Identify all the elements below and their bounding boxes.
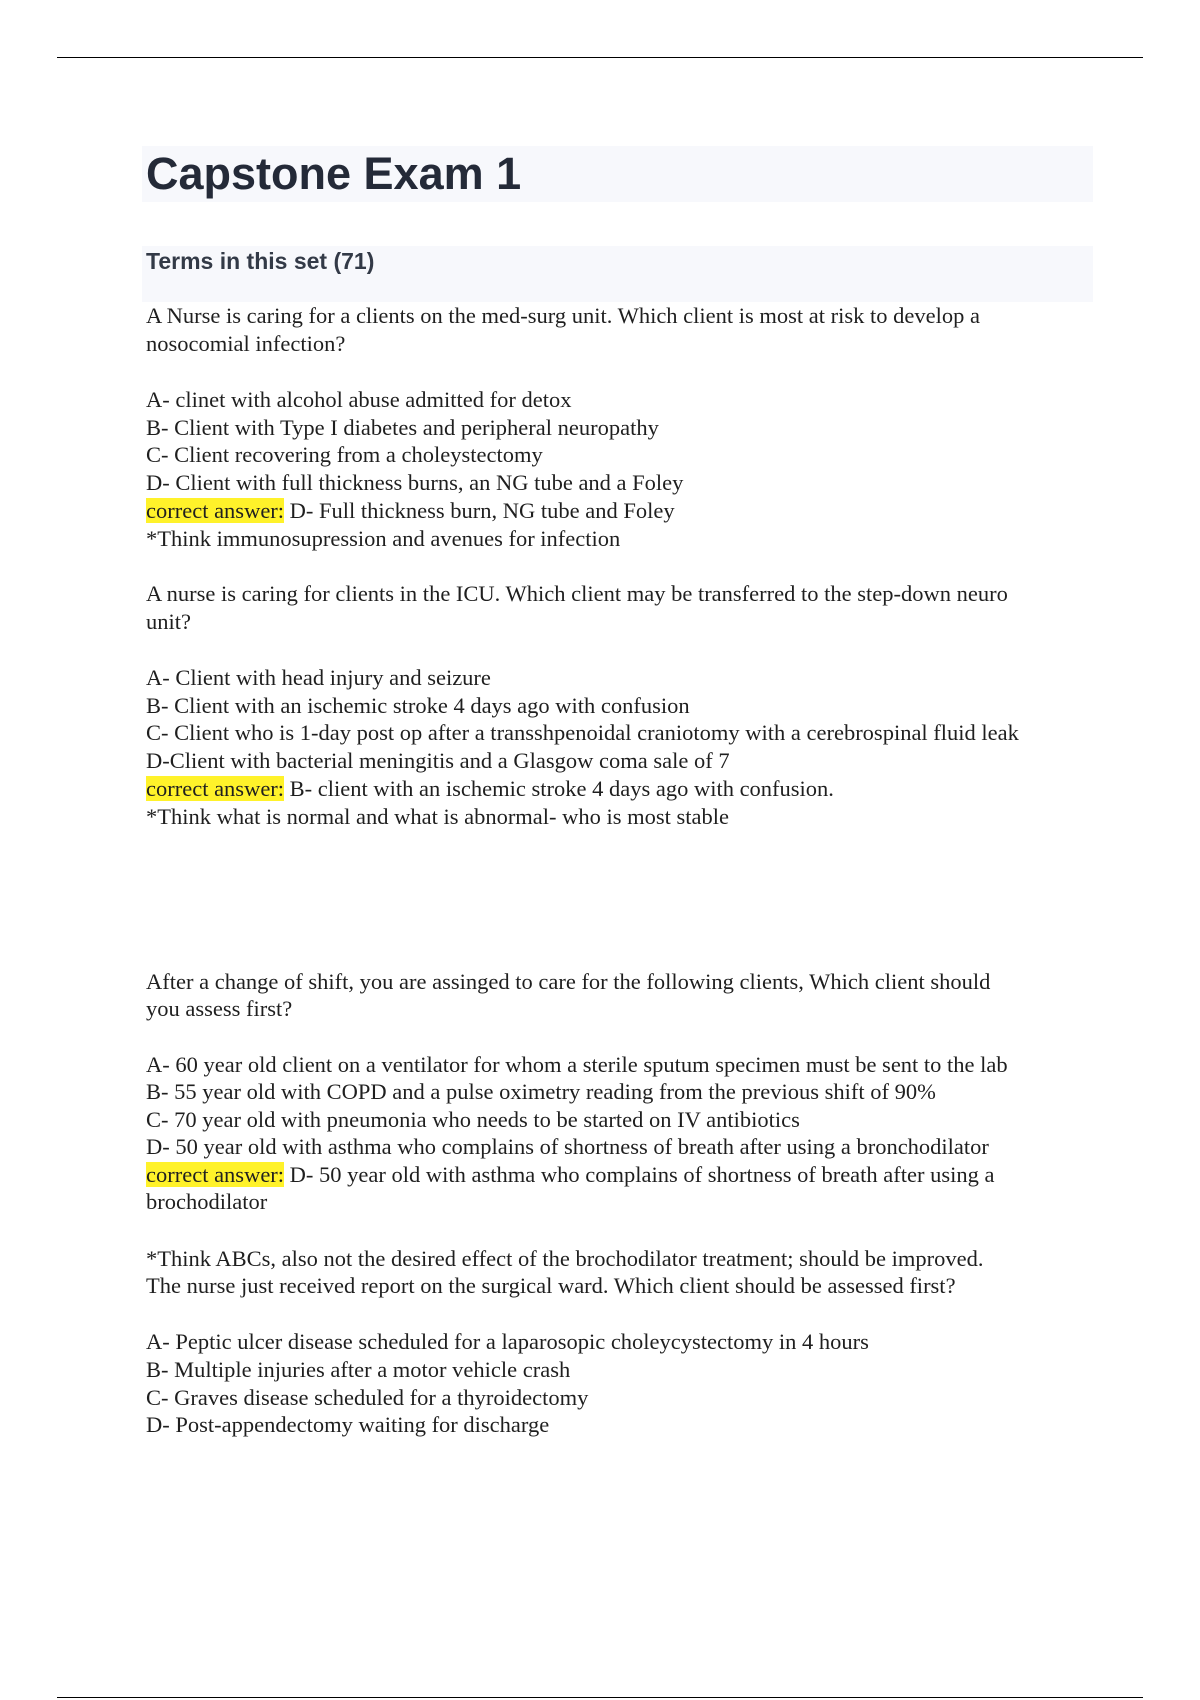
question-3-option-c: C- 70 year old with pneumonia who needs to be started on IV antibiotics	[146, 1107, 800, 1132]
question-1-prompt-line-2: nosocomial infection?	[146, 331, 346, 356]
question-3-note: *Think ABCs, also not the desired effect of the brochodilator treatment; should be improved.	[146, 1246, 984, 1271]
correct-answer-label: correct answer:	[146, 776, 285, 801]
question-3-answer-line-1	[146, 1161, 995, 1189]
question-3-answer-line-2: brochodilator	[146, 1189, 268, 1214]
question-2-option-a: A- Client with head injury and seizure	[146, 665, 491, 690]
question-4-prompt-line-1: The nurse just received report on the surgical ward. Which client should be assessed first?	[146, 1273, 956, 1298]
terms-count-heading: Terms in this set (71)	[146, 248, 375, 274]
question-1-answer-line	[146, 497, 675, 525]
correct-answer-label: correct answer:	[146, 498, 285, 523]
question-1-option-a: A- clinet with alcohol abuse admitted for detox	[146, 387, 572, 412]
question-1-answer-text: D- Full thickness burn, NG tube and Foley	[284, 498, 675, 523]
question-3-prompt-line-2: you assess first?	[146, 996, 293, 1021]
question-4-option-b: B- Multiple injuries after a motor vehicle crash	[146, 1357, 571, 1382]
question-3-option-b: B- 55 year old with COPD and a pulse oximetry reading from the previous shift of 90%	[146, 1079, 936, 1104]
page-title: Capstone Exam 1	[146, 148, 522, 199]
question-2-answer-line	[146, 775, 834, 803]
question-1-option-b: B- Client with Type I diabetes and peripheral neuropathy	[146, 415, 659, 440]
question-3-option-d: D- 50 year old with asthma who complains of shortness of breath after using a bronchodilator	[146, 1134, 989, 1159]
question-2-option-b: B- Client with an ischemic stroke 4 days ago with confusion	[146, 693, 690, 718]
question-2-answer-text: B- client with an ischemic stroke 4 days ago with confusion.	[284, 776, 834, 801]
question-4-option-d: D- Post-appendectomy waiting for discharge	[146, 1412, 550, 1437]
question-2-prompt-line-1: A nurse is caring for clients in the ICU. Which client may be transferred to the step-down neuro	[146, 581, 1008, 606]
bottom-rule	[57, 1697, 1143, 1698]
question-3-option-a: A- 60 year old client on a ventilator for whom a sterile sputum specimen must be sent to the lab	[146, 1052, 1008, 1077]
question-1-note: *Think immunosupression and avenues for infection	[146, 526, 621, 551]
question-2-option-c: C- Client who is 1-day post op after a transshpenoidal craniotomy with a cerebrospinal fluid leak	[146, 720, 1019, 745]
question-3-prompt-line-1: After a change of shift, you are assinged to care for the following clients, Which client should	[146, 969, 991, 994]
correct-answer-label: correct answer:	[146, 1162, 285, 1187]
question-2-option-d: D-Client with bacterial meningitis and a Glasgow coma sale of 7	[146, 748, 730, 773]
question-3-answer-text: D- 50 year old with asthma who complains of shortness of breath after using a	[284, 1162, 995, 1187]
top-rule	[57, 57, 1143, 58]
question-2-prompt-line-2: unit?	[146, 609, 191, 634]
question-1-option-c: C- Client recovering from a choleystectomy	[146, 442, 543, 467]
question-4-option-c: C- Graves disease scheduled for a thyroidectomy	[146, 1385, 589, 1410]
question-1-prompt-line-1: A Nurse is caring for a clients on the med-surg unit. Which client is most at risk to develop a	[146, 303, 980, 328]
question-2-note: *Think what is normal and what is abnormal- who is most stable	[146, 804, 730, 829]
question-4-option-a: A- Peptic ulcer disease scheduled for a laparosopic choleycystectomy in 4 hours	[146, 1329, 869, 1354]
question-1-option-d: D- Client with full thickness burns, an NG tube and a Foley	[146, 470, 684, 495]
